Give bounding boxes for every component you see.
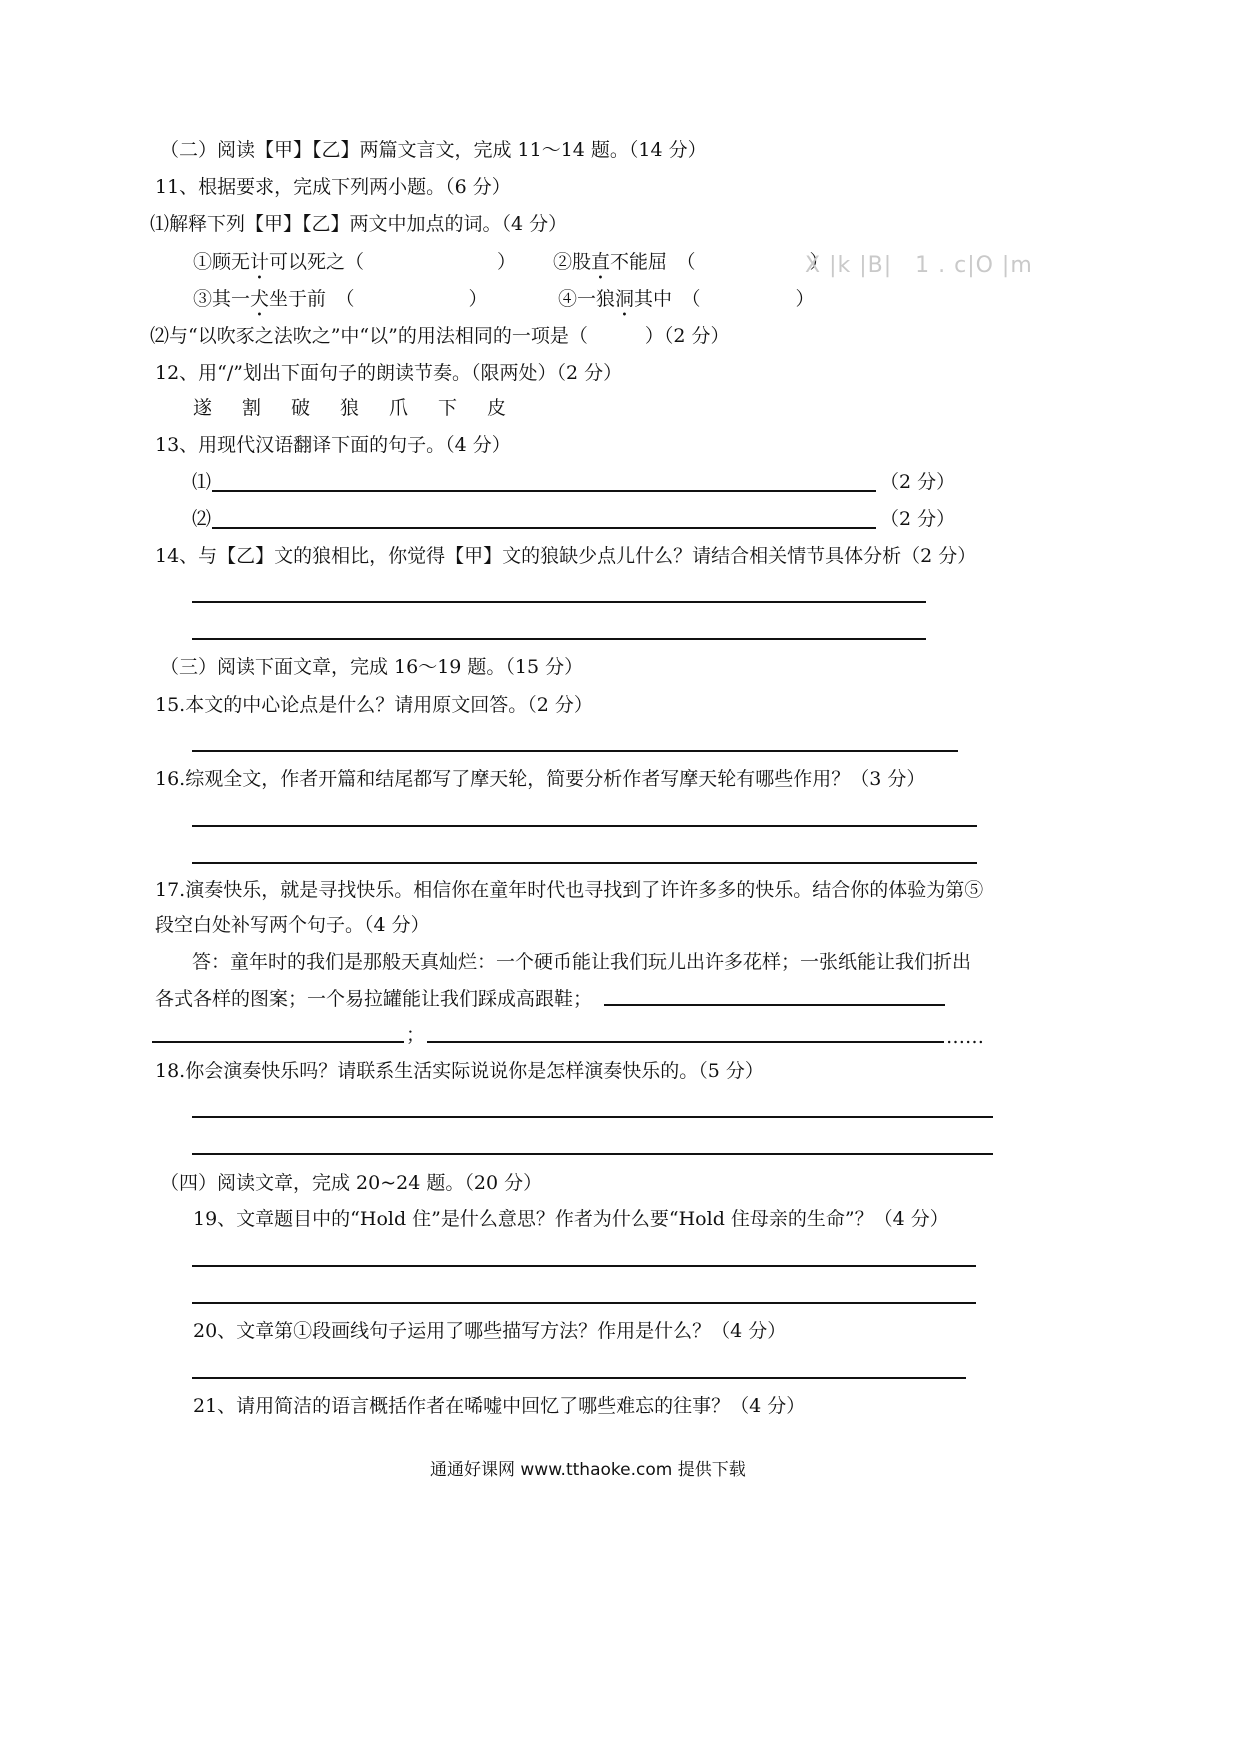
question-13-1-score: （2 分） (880, 471, 956, 493)
question-21: 21、请用简洁的语言概括作者在唏嘘中回忆了哪些难忘的往事？（4 分） (193, 1395, 806, 1417)
footer-source: 通通好课网 www.tthaoke.com 提供下载 (430, 1460, 746, 1480)
question-12: 12、用“/”划出下面句子的朗读节奏。（限两处）（2 分） (155, 362, 623, 384)
answer-line-14-2[interactable] (192, 638, 926, 640)
question-13-2-score: （2 分） (880, 508, 956, 530)
word-item-3-prefix: ③其一 (193, 288, 251, 310)
answer-line-18-1[interactable] (192, 1116, 993, 1118)
answer-line-13-2[interactable] (212, 527, 876, 529)
question-17-ellipsis: …… (946, 1026, 984, 1048)
question-13-1-label: ⑴ (192, 471, 212, 493)
question-12-sentence: 遂割破狼爪下皮 (193, 397, 537, 419)
section-3-heading: （三）阅读下面文章，完成 16～19 题。（15 分） (160, 656, 584, 678)
dotted-word-1: 计 (250, 251, 270, 273)
question-17-answer-line-2: 各式各样的图案；一个易拉罐能让我们踩成高跟鞋； (155, 988, 593, 1010)
answer-line-13-1[interactable] (212, 490, 876, 492)
question-20: 20、文章第①段画线句子运用了哪些描写方法？作用是什么？（4 分） (193, 1320, 787, 1342)
answer-line-17-3[interactable] (427, 1041, 944, 1043)
word-item-2 (553, 249, 829, 284)
question-15: 15.本文的中心论点是什么？请用原文回答。（2 分） (155, 694, 593, 716)
answer-line-20[interactable] (192, 1377, 966, 1379)
question-17-line-2: 段空白处补写两个句子。（4 分） (155, 914, 430, 936)
word-item-4-prefix: ④一狼 (558, 288, 616, 310)
section-4-heading: （四）阅读文章，完成 20~24 题。（20 分） (160, 1172, 543, 1194)
question-16: 16.综观全文，作者开篇和结尾都写了摩天轮，简要分析作者写摩天轮有哪些作用？（3 分） (155, 768, 926, 790)
word-item-4-blank: 其中 （ ） (634, 288, 815, 310)
word-item-1 (193, 249, 516, 284)
dotted-word-4: 洞 (615, 288, 635, 310)
word-item-2-prefix: ②股 (553, 251, 592, 273)
word-item-3 (193, 286, 488, 321)
word-item-1-prefix: ①顾无 (193, 251, 251, 273)
dotted-word-2: 直 (591, 251, 611, 273)
dotted-word-3: 犬 (250, 288, 270, 310)
answer-line-17-2[interactable] (152, 1041, 404, 1043)
answer-line-16-1[interactable] (192, 825, 977, 827)
question-17-line-1: 17.演奏快乐，就是寻找快乐。相信你在童年时代也寻找到了许许多多的快乐。结合你的体验为第⑤ (155, 879, 984, 901)
word-item-4 (558, 286, 815, 321)
word-item-3-blank: 坐于前 （ ） (269, 288, 488, 310)
question-13-2-label: ⑵ (192, 508, 212, 530)
question-18: 18.你会演奏快乐吗？请联系生活实际说说你是怎样演奏快乐的。（5 分） (155, 1060, 764, 1082)
question-19: 19、文章题目中的“Hold 住”是什么意思？作者为什么要“Hold 住母亲的生命”？（4 分） (193, 1208, 949, 1230)
answer-line-16-2[interactable] (192, 862, 977, 864)
word-item-2-blank: 不能屈 （ ） (610, 251, 829, 273)
answer-line-18-2[interactable] (192, 1153, 993, 1155)
question-11: 11、根据要求，完成下列两小题。（6 分） (155, 176, 511, 198)
word-item-1-blank: 可以死之（ ） (269, 251, 517, 273)
watermark-text: X |k |B| 1 . c|O |m (805, 253, 1033, 278)
question-17-answer-line-1: 答：童年时的我们是那般天真灿烂：一个硬币能让我们玩儿出许多花样；一张纸能让我们折出 (192, 951, 972, 973)
question-17-separator: ； (406, 1024, 426, 1046)
answer-line-17-1[interactable] (604, 1004, 945, 1006)
question-11-part-1: ⑴解释下列【甲】【乙】两文中加点的词。（4 分） (150, 213, 568, 235)
answer-line-14-1[interactable] (192, 601, 926, 603)
question-13: 13、用现代汉语翻译下面的句子。（4 分） (155, 434, 511, 456)
question-11-part-2: ⑵与“以吹豕之法吹之”中“以”的用法相同的一项是（ ）（2 分） (150, 325, 730, 347)
answer-line-15[interactable] (192, 750, 958, 752)
section-2-heading: （二）阅读【甲】【乙】两篇文言文，完成 11～14 题。（14 分） (160, 139, 707, 161)
answer-line-19-1[interactable] (192, 1265, 976, 1267)
question-14: 14、与【乙】文的狼相比，你觉得【甲】文的狼缺少点儿什么？请结合相关情节具体分析（2 分） (155, 545, 977, 567)
answer-line-19-2[interactable] (192, 1302, 976, 1304)
